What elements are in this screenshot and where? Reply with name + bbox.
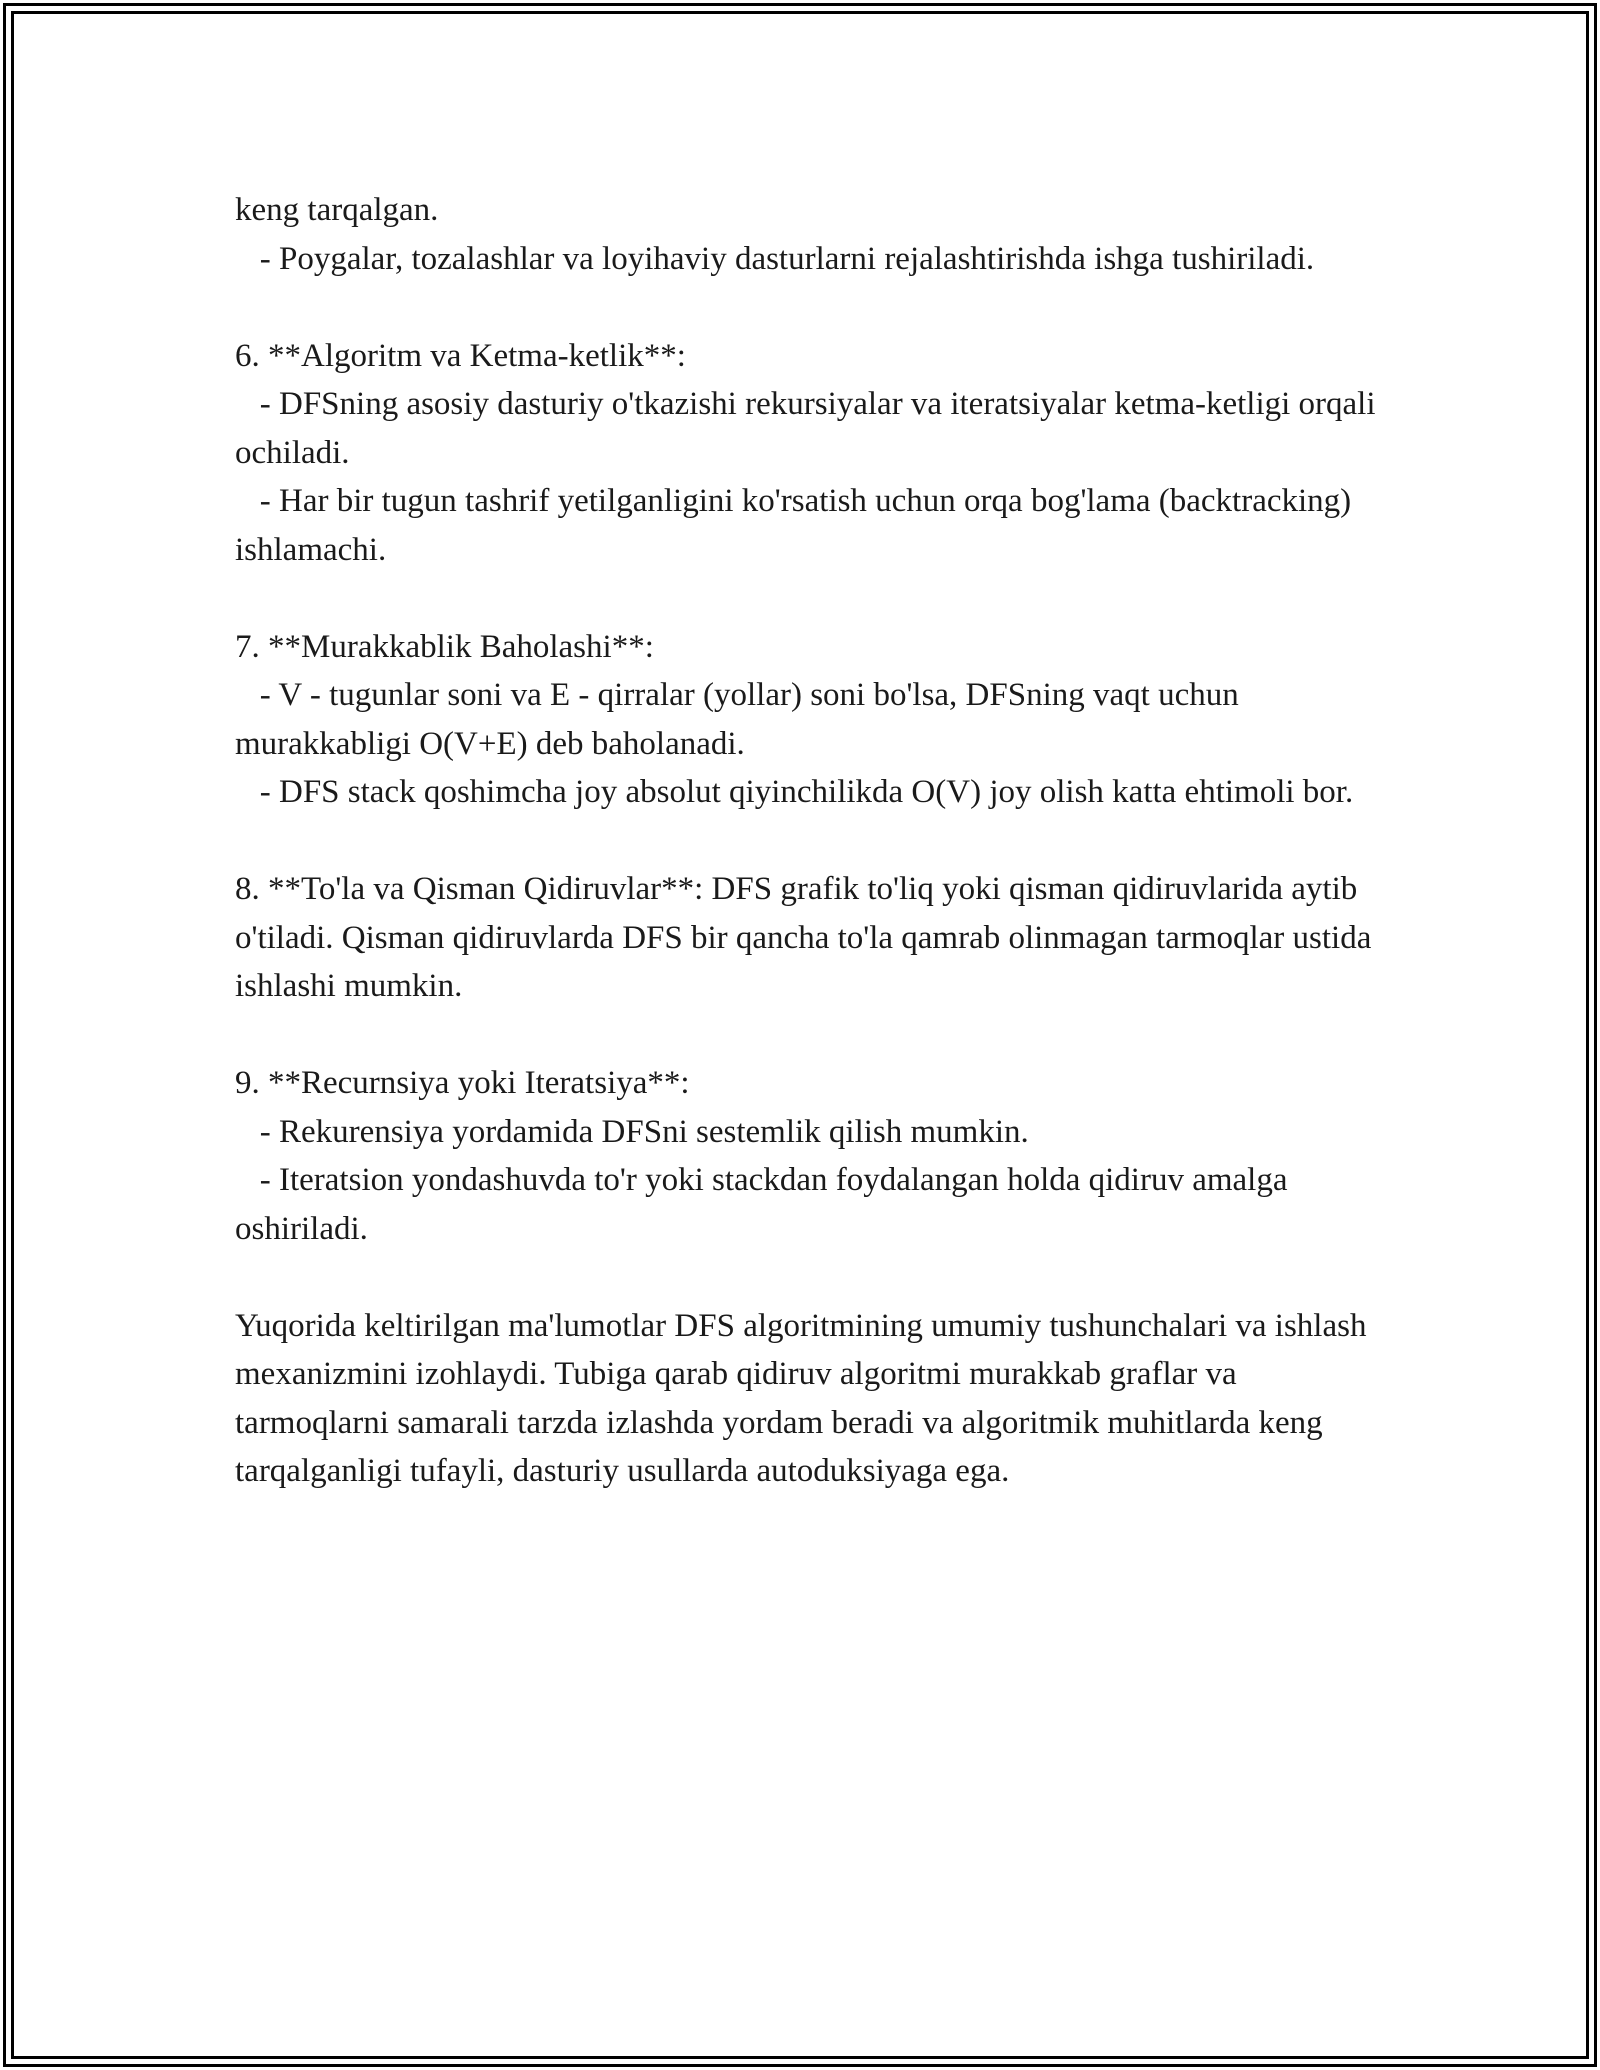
conclusion-paragraph: Yuqorida keltirilgan ma'lumotlar DFS algoritmining umumiy tushunchalari va ishlash mexanizmini izohlaydi. Tubiga qarab qidiruv algoritmi murakkab graflar va tarmoqlarni samarali tarzda izlashda yordam beradi va algoritmik muhitlarda keng tarqalganligi tufayli, dasturiy usullarda autoduksiyaga ega.	[235, 1307, 1375, 1489]
section-9-recursion-iteration: 9. **Recurnsiya yoki Iteratsiya**: - Rekurensiya yordamida DFSni sestemlik qilish mumkin. - Iteratsion yondashuvda to'r yoki stackdan foydalangan holda qidiruv amalga oshiriladi.	[235, 1065, 1288, 1247]
paragraph-gap	[235, 1011, 1385, 1060]
paragraph-gap	[235, 574, 1385, 623]
document-body	[235, 186, 1385, 1496]
paragraph-gap	[235, 817, 1385, 866]
section-6-algorithm-sequence: 6. **Algoritm va Ketma-ketlik**: - DFSning asosiy dasturiy o'tkazishi rekursiyalar va iteratsiyalar ketma-ketligi orqali ochiladi. - Har bir tugun tashrif yetilganligini ko'rsatish uchun orqa bog'lama (backtracking) ishlamachi.	[235, 337, 1376, 568]
paragraph-gap	[235, 1253, 1385, 1302]
section-8-full-partial-search: 8. **To'la va Qisman Qidiruvlar**: DFS grafik to'liq yoki qisman qidiruvlarida aytib o'tiladi. Qisman qidiruvlarda DFS bir qancha to'la qamrab olinmagan tarmoqlar ustida ishlashi mumkin.	[235, 871, 1380, 1004]
paragraph-gap	[235, 283, 1385, 332]
paragraph-continuation: keng tarqalgan. - Poygalar, tozalashlar va loyihaviy dasturlarni rejalashtirishda ishga tushiriladi.	[235, 192, 1315, 277]
section-7-complexity: 7. **Murakkablik Baholashi**: - V - tugunlar soni va E - qirralar (yollar) soni bo'lsa, DFSning vaqt uchun murakkabligi O(V+E) deb baholanadi. - DFS stack qoshimcha joy absolut qiyinchilikda O(V) joy olish katta ehtimoli bor.	[235, 628, 1354, 810]
